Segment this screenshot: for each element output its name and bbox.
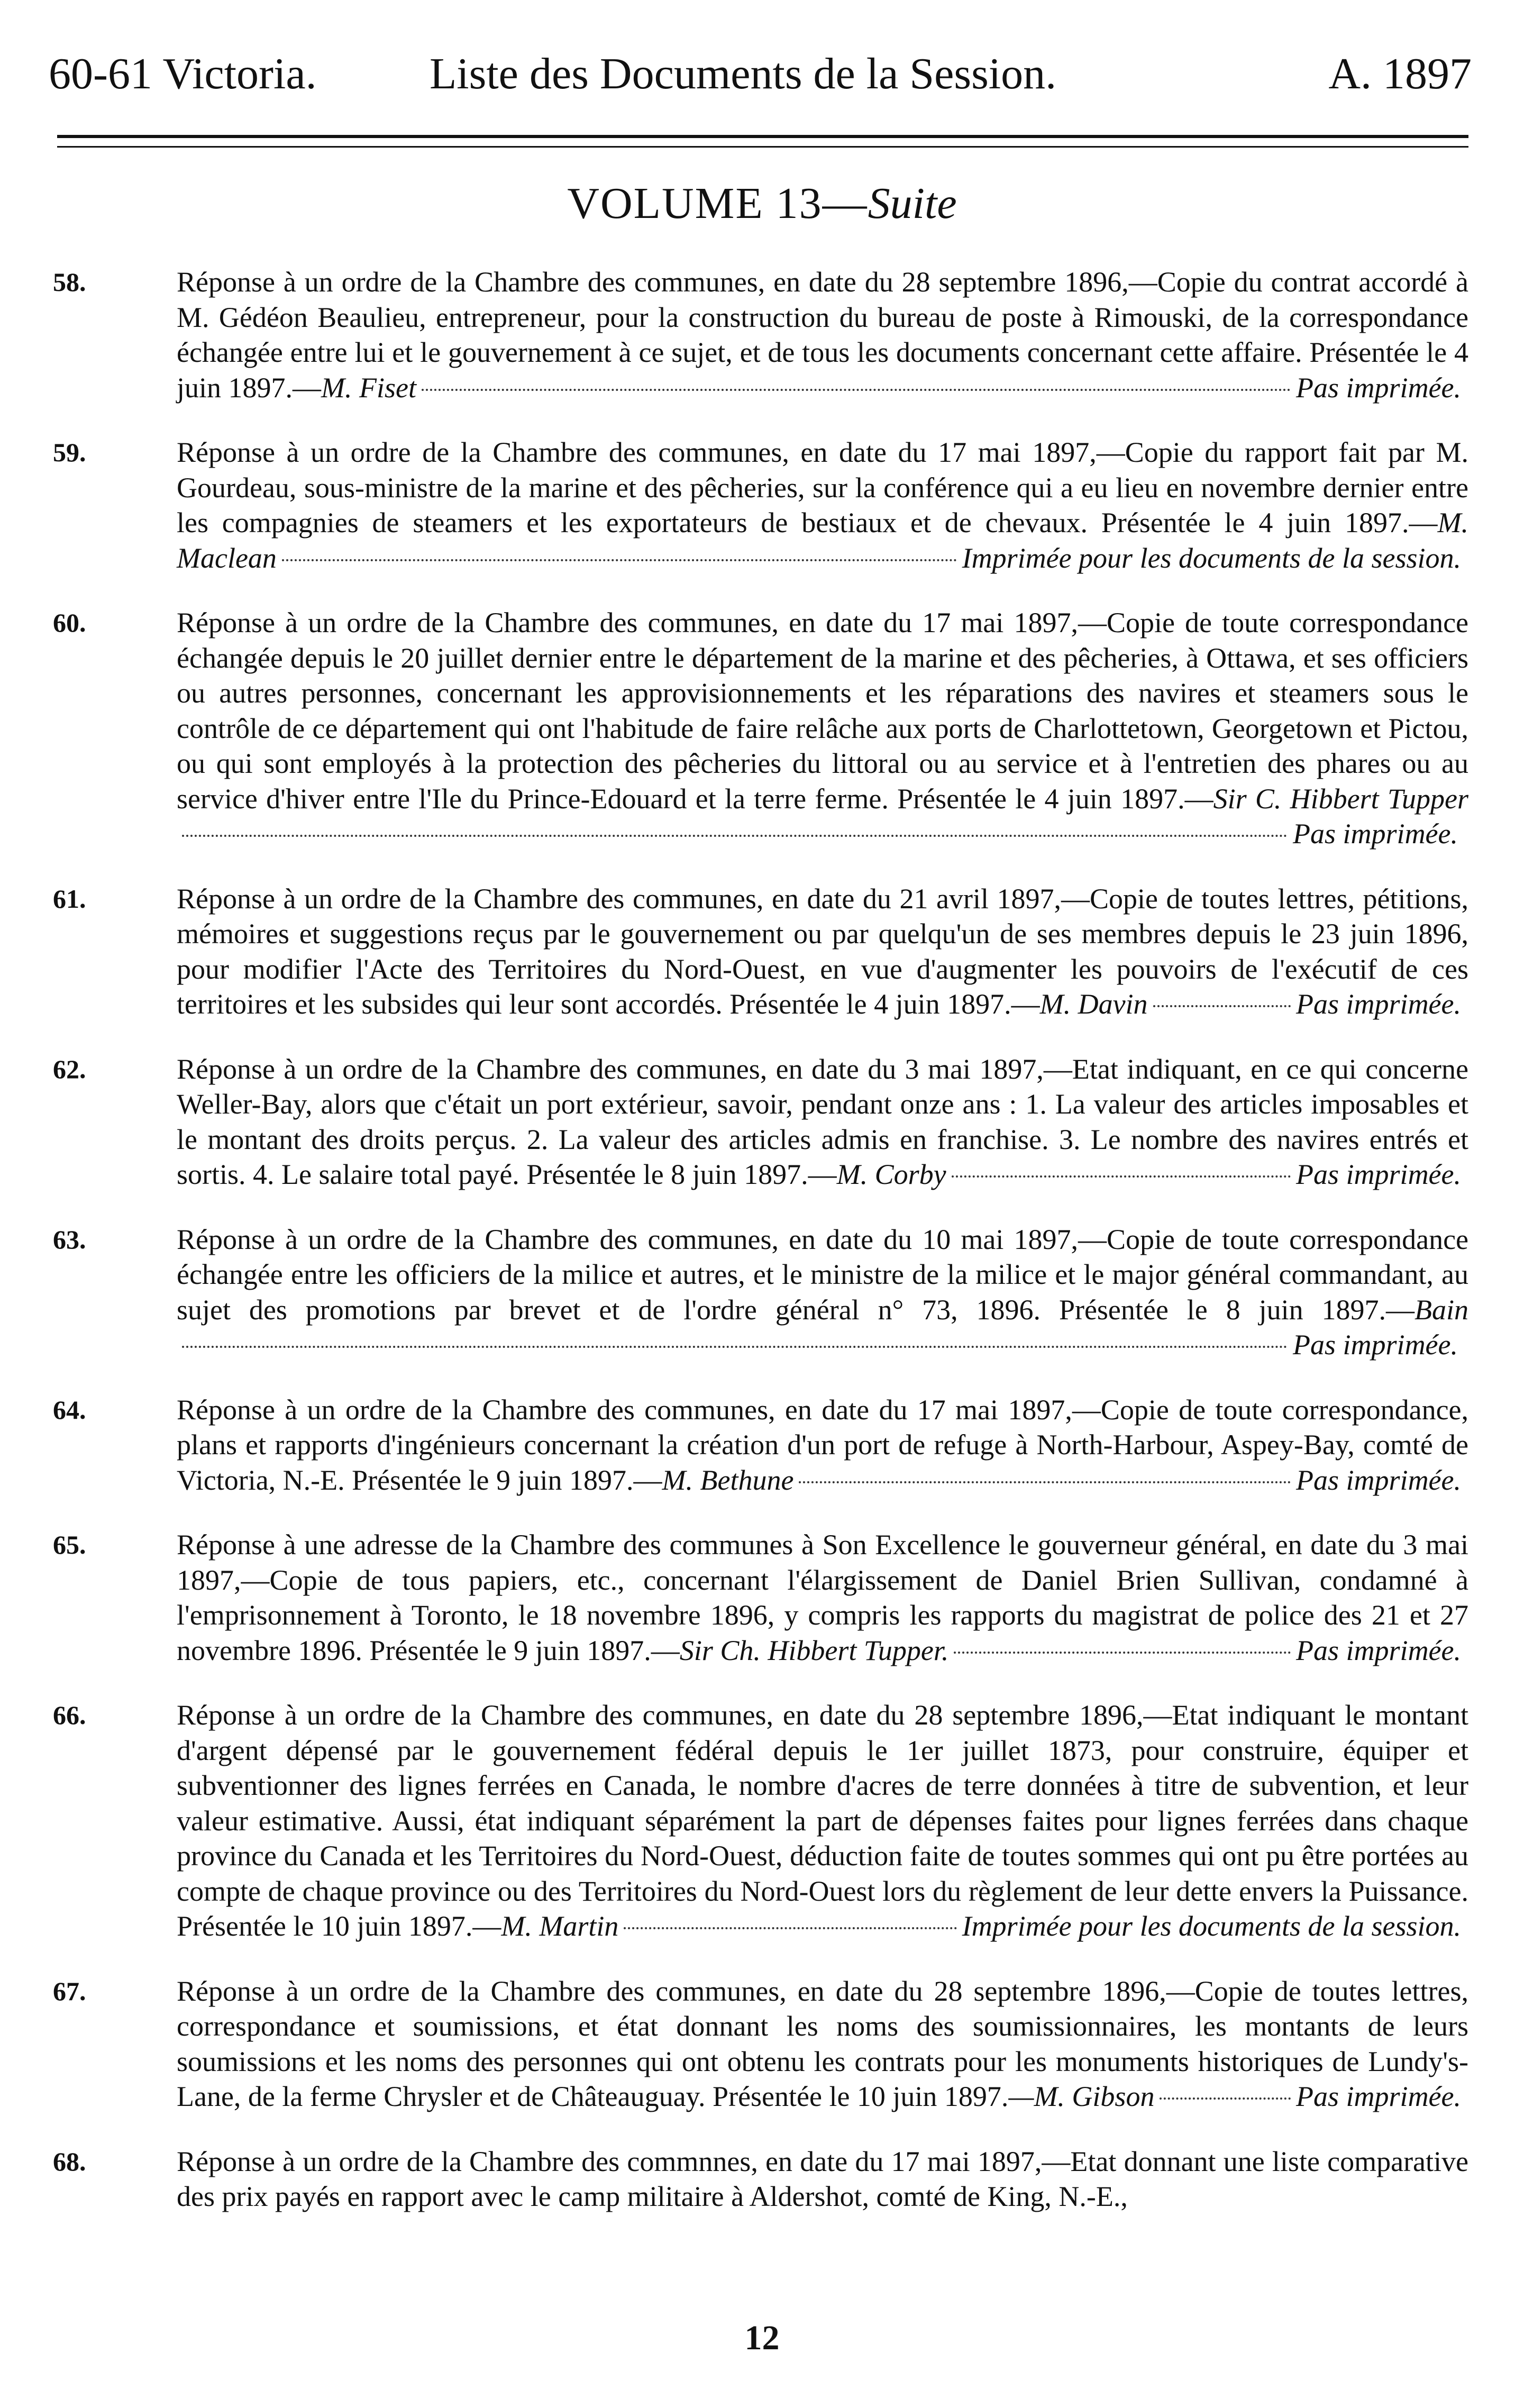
entry-text [177,1392,1468,1498]
list-item [53,605,1468,852]
entry-status: Pas imprimée. [1293,818,1458,850]
entry-mover: —M. Gibson [1008,2081,1155,2112]
entry-number: 67. [53,1976,86,2006]
entry-number: 59. [53,437,86,467]
list-item [53,264,1468,405]
entry-description: Réponse à un ordre de la Chambre des communes, en date du 28 septembre 1896,—Copie de toutes lettres, correspondance et soumissions, et état donnant les noms des soumissionnaires, les montants de leurs soumissions et les noms des personnes qui ont obtenu les contrats pour les monuments historiques de Lundy's-Lane, de la ferme Chrysler et de Châteauguay. Présentée le 10 juin 1897. [177,1975,1468,2112]
header-rule-thin [57,146,1468,148]
entry-mover: M. Martin [501,1910,619,1942]
list-item [53,2144,1468,2214]
entry-mover: Bain [1415,1293,1468,1326]
list-item [53,435,1468,576]
entry-number: 61. [53,883,86,914]
entry-text [177,2144,1468,2214]
entry-number: 64. [53,1394,86,1425]
entry-description: Réponse à un ordre de la Chambre des communes, en date du 17 mai 1897,—Copie de toute correspondance échangée depuis le 20 juillet dernier entre le département de la marine et des pêcheries, à Ottawa, et ses officiers ou autres personnes, concernant les approvisionnements et les réparations des navires et steamers sous le contrôle de ce département qui ont l'habitude de faire relâche aux ports de Charlottetown, Georgetown et Pictou, ou qui sont employés à la protection des pêcheries du littoral ou au service et à l'entretien des phares ou au service d'hiver entre l'Ile du Prince-Edouard et la terre ferme. Présentée le 4 juin 1897.— [177,607,1468,815]
entry-text [177,1052,1468,1192]
entry-description: Réponse à un ordre de la Chambre des communes, en date du 17 mai 1897,—Copie de toute correspondance, plans et rapports d'ingénieurs concernant la création d'un port de refuge à North-Harbour, Aspey-Bay, comté de Victoria, N.-E. Présentée le 9 juin 1897.— [177,1393,1468,1496]
page-number: 12 [744,2319,780,2357]
entry-mover: M. Davin [1039,988,1148,1020]
entry-mover: Sir C. Hibbert Tupper [1213,782,1468,815]
dot-leader [182,1346,1288,1348]
entry-text [177,1527,1468,1668]
entry-description: Réponse à un ordre de la Chambre des communes, en date du 21 avril 1897,—Copie de toutes lettres, pétitions, mémoires et suggestions reçus par le gouvernement ou par quelqu'un de ses membres depuis le 23 juin 1896, pour modifier l'Acte des Territoires du Nord-Ouest, en vue d'augmenter les pouvoirs de l'exécutif de ces territoires et les subsides qui leur sont accordés. Présentée le 4 juin 1897.— [177,882,1468,1020]
dot-leader [799,1481,1291,1483]
volume-suffix: Suite [868,179,957,228]
entry-description: Réponse à un ordre de la Chambre des communes, en date du 28 septembre 1896,—Etat indiquant le montant d'argent dépensé par le gouvernement fédéral depuis le 1er juillet 1873, pour construire, équiper et subventionner des lignes ferrées en Canada, le nombre d'acres de terre données à titre de subvention, et leur valeur estimative. Aussi, état indiquant séparément la part de dépenses faites pour lignes ferrées dans chaque province du Canada et les Territoires du Nord-Ouest, déduction faite de toutes sommes qui ont pu être portées au compte de chaque province ou des Territoires du Nord-Ouest lors du règlement de leur dette envers la Puissance. Présentée le 10 juin 1897.— [177,1699,1468,1942]
header-right: A. 1897 [1328,49,1472,98]
header-title: Liste des Documents de la Session. [430,49,1057,98]
list-item [53,1527,1468,1668]
entry-description: Réponse à un ordre de la Chambre des communes, en date du 3 mai 1897,—Etat indiquant, en ce qui concerne Weller-Bay, alors que c'était un port extérieur, savoir, pendant onze ans : 1. La valeur des articles imposables et le montant des droits perçus. 2. La valeur des articles admis en franchise. 3. Le nombre des navires entrés et sortis. 4. Le salaire total payé. Présentée le 8 juin 1897.— [177,1053,1468,1190]
entry-text [177,264,1468,405]
entry-status: Pas imprimée. [1293,1329,1458,1361]
dot-leader [1160,2097,1291,2100]
entry-status: Pas imprimée. [1296,1159,1461,1190]
entry-description: Réponse à un ordre de la Chambre des communes, en date du 10 mai 1897,—Copie de toute correspondance échangée entre les officiers de la milice et autres, et le ministre de la milice et le major général commandant, au sujet des promotions par brevet et de l'ordre général n° 73, 1896. Présentée le 8 juin 1897.— [177,1223,1468,1326]
volume-heading [0,175,1524,233]
list-item [53,881,1468,1022]
header-rule-thick [57,135,1468,138]
list-item [53,1974,1468,2114]
entry-mover: M. Fiset [321,371,416,404]
list-item [53,1392,1468,1498]
entry-number: 58. [53,267,86,297]
entry-number: 66. [53,1700,86,1730]
entry-mover: M. Maclean [177,507,1468,574]
entry-text [177,1698,1468,1944]
dot-leader [182,835,1288,837]
dot-leader [952,1175,1291,1178]
entry-number: 63. [53,1224,86,1254]
document-list [53,264,1468,2244]
entry-text [177,605,1468,852]
list-item [53,1052,1468,1192]
entry-text [177,881,1468,1022]
entry-status: Imprimée pour les documents de la session. [962,1910,1461,1942]
entry-status: Imprimée pour les documents de la session. [962,542,1461,574]
entry-description: Réponse à un ordre de la Chambre des communes, en date du 17 mai 1897,—Copie du rapport fait par M. Gourdeau, sous-ministre de la marine et des pêcheries, sur la conférence qui a eu lieu en novembre dernier entre les compagnies de steamers et les exportateurs de bestiaux et de chevaux. Présentée le 4 juin 1897.— [177,436,1468,539]
entry-status: Pas imprimée. [1296,988,1461,1020]
entry-status: Pas imprimée. [1296,371,1461,404]
entry-description: Réponse à un ordre de la Chambre des commnnes, en date du 17 mai 1897,—Etat donnant une liste comparative des prix payés en rapport avec le camp militaire à Aldershot, comté de King, N.-E., [177,2145,1468,2212]
entry-text [177,1222,1468,1363]
entry-number: 65. [53,1530,86,1559]
list-item [53,1698,1468,1944]
entry-number: 60. [53,608,86,637]
dot-leader [282,559,957,561]
list-item [53,1222,1468,1363]
volume-title: VOLUME 13— [567,179,868,228]
entry-number: 62. [53,1054,86,1084]
entry-description: Réponse à une adresse de la Chambre des communes à Son Excellence le gouverneur général, en date du 3 mai 1897,—Copie de tous papiers, etc., concernant l'élargissement de Daniel Brien Sullivan, condamné à l'emprisonnement à Toronto, le 18 novembre 1896, y compris les rapports du magistrat de police des 21 et 27 novembre 1896. Présentée le 9 juin 1897.— [177,1529,1468,1666]
header-left: 60-61 Victoria. [49,49,317,98]
entry-description: Réponse à un ordre de la Chambre des communes, en date du 28 septembre 1896,—Copie du contrat accordé à M. Gédéon Beaulieu, entrepreneur, pour la construction du bureau de poste à Rimouski, de la correspondance échangée entre lui et le gouvernement à ce sujet, et de tous les documents concernant cette affaire. Présentée le 4 juin 1897.— [177,266,1468,404]
running-header [49,37,1472,111]
entry-text [177,1974,1468,2114]
entry-mover: M. Corby [836,1159,946,1190]
entry-mover: M. Bethune [662,1464,794,1496]
dot-leader [624,1927,956,1929]
dot-leader [422,389,1291,391]
entry-number: 68. [53,2146,86,2176]
entry-mover: Sir Ch. Hibbert Tupper. [679,1634,949,1666]
entry-text [177,435,1468,576]
entry-status: Pas imprimée. [1296,1464,1461,1496]
entry-status: Pas imprimée. [1296,1634,1461,1666]
dot-leader [954,1652,1291,1654]
entry-status: Pas imprimée. [1296,2081,1461,2112]
dot-leader [1153,1005,1291,1007]
